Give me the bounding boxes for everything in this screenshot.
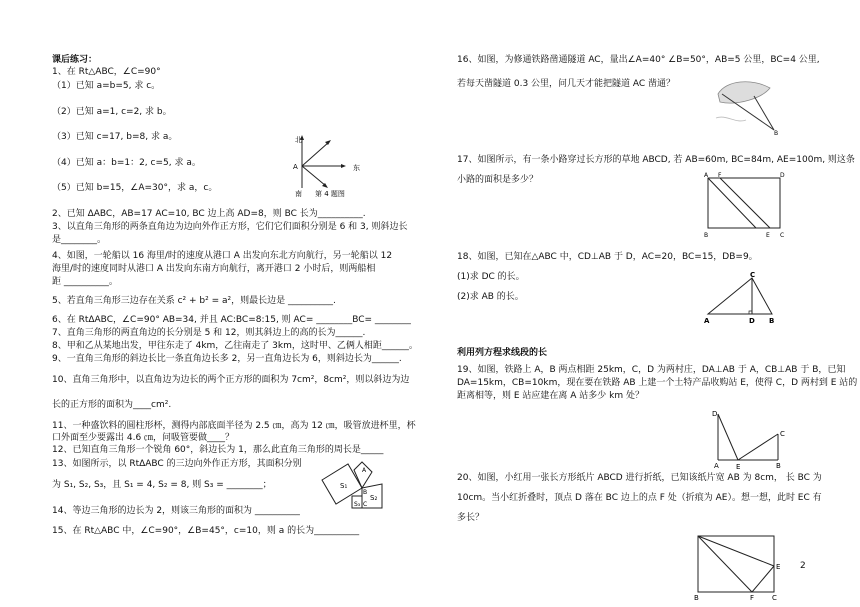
- q20-line-2: 10cm。当小红折叠时，顶点 D 落在 BC 边上的点 F 处（折痕为 AE）。想一想，此时 EC 有: [457, 493, 822, 503]
- q16-line-1: 16、如图，为修通铁路凿通隧道 AC，量出∠A=40° ∠B=50°，AB=5 公里，BC=4 公里,: [457, 55, 820, 65]
- q9-text: 9、一直角三角形的斜边长比一条直角边长多 2，另一直角边长为 6，则斜边长为______.: [52, 354, 402, 364]
- q8-text: 8、甲和乙从某地出发，甲往东走了 4km，乙往南走了 3km，这时甲、乙俩人相距______。: [52, 341, 418, 351]
- exercise-heading: 课后练习：: [52, 55, 98, 65]
- q3-line-1: 3、以直角三角形的两条直角边为边向外作正方形，它们它们面积分别是 6 和 3, 则斜边长: [52, 222, 408, 232]
- rail-b: B: [776, 462, 781, 470]
- folding-figure: [690, 526, 786, 600]
- railway-figure: [710, 406, 790, 470]
- tri-d: D: [749, 317, 755, 325]
- compass-point-a: A: [293, 163, 298, 171]
- q19-line-2: DA=15km，CB=10km，现在要在铁路 AB 上建一个土特产品收购站 E，使得 C，D 两村到 E 站的: [457, 378, 858, 388]
- page-number: 2: [800, 561, 806, 571]
- q17-line-1: 17、如图所示，有一条小路穿过长方形的草地 ABCD, 若 AB=60m, BC=84m, AE=100m, 则这条: [457, 155, 855, 165]
- compass-east: 东: [353, 164, 360, 172]
- tri-a: A: [704, 317, 710, 325]
- figure-caption: 第 4 题图: [315, 190, 345, 198]
- q4-line-3: 距 __________。: [52, 277, 118, 287]
- q17-line-2: 小路的面积是多少？: [457, 175, 539, 185]
- q12-text: 12、已知直角三角形一个锐角 60°，斜边长为 1，那么此直角三角形的周长是_____: [52, 445, 384, 455]
- tunnel-figure: [712, 76, 782, 138]
- q20-line-1: 20、如图，小红用一张长方形纸片 ABCD 进行折纸，已知该纸片宽 AB 为 8cm， 长 BC 为: [457, 473, 822, 483]
- q1-part-5: （5）已知 b=15，∠A=30°，求 a，c。: [52, 183, 218, 193]
- q18-line-1: 18、如图，已知在△ABC 中，CD⊥AB 于 D，AC=20，BC=15，DB=9。: [457, 252, 758, 262]
- q4-line-2: 海里/时的速度同时从港口 A 出发向东南方向航行，离开港口 2 小时后，则两船相: [52, 264, 376, 274]
- compass-south: 南: [295, 190, 302, 198]
- q16-line-2: 若每天凿隧道 0.3 公里，问几天才能把隧道 AC 凿通？: [457, 79, 676, 89]
- fold-c: C: [772, 594, 777, 600]
- compass-north: 北: [295, 136, 302, 144]
- rect-f: F: [718, 172, 722, 179]
- q1-part-2: （2）已知 a=1, c=2, 求 b。: [52, 107, 172, 117]
- square-label-s1: S₁: [340, 482, 348, 490]
- q19-line-1: 19、如图，铁路上 A，B 两点相距 25km，C，D 为两村庄，DA⊥AB 于 A，CB⊥AB 于 B，已知: [457, 365, 846, 375]
- q11-line-2: 口外面至少要露出 4.6 ㎝，问吸管要做____？: [52, 433, 235, 443]
- rail-c: C: [780, 430, 785, 438]
- q20-line-3: 多长？: [457, 513, 485, 523]
- squares-figure: [318, 458, 400, 514]
- q18-line-3: (2)求 AB 的长。: [457, 292, 524, 302]
- triangle-figure: [700, 270, 782, 326]
- q15-text: 15、在 Rt△ABC 中，∠C=90°，∠B=45°，c=10，则 a 的长为__________: [52, 526, 360, 536]
- q4-line-1: 4、如图，一轮船以 16 海里/时的速度从港口 A 出发向东北方向航行，另一轮船以 12: [52, 251, 393, 261]
- q3-line-2: 是________。: [52, 235, 107, 245]
- q1-part-4: （4）已知 a：b=1：2, c=5, 求 a。: [52, 158, 201, 168]
- rail-e: E: [736, 463, 741, 470]
- q10-line-2: 长的正方形的面积为____cm².: [52, 400, 172, 410]
- fold-f: F: [750, 594, 755, 600]
- vertex-b: B: [363, 489, 368, 496]
- q18-line-2: (1)求 DC 的长。: [457, 272, 525, 282]
- q10-line-1: 10、直角三角形中，以直角边为边长的两个正方形的面积为 7cm²，8cm²，则以斜边为边: [52, 375, 410, 385]
- q19-line-3: 距离相等，则 E 站应建在离 A 站多少 km 处？: [457, 391, 644, 401]
- rect-b: B: [704, 232, 709, 239]
- q1-stem: 1、在 Rt△ABC，∠C=90°: [52, 67, 161, 77]
- q6-text: 6、在 RtΔABC，∠C=90° AB=34, 并且 AC:BC=8:15, 则 AC= ________BC= ________: [52, 315, 411, 325]
- rect-d: D: [780, 172, 785, 179]
- rect-e: E: [766, 232, 770, 239]
- q13-line-1: 13、如图所示，以 RtΔABC 的三边向外作正方形，其面积分别: [52, 459, 302, 469]
- q1-part-3: （3）已知 c=17, b=8, 求 a。: [52, 132, 178, 142]
- section-heading: 利用列方程求线段的长: [457, 348, 548, 358]
- fold-e: E: [776, 563, 781, 571]
- q14-text: 14、等边三角形的边长为 2，则该三角形的面积为 __________: [52, 506, 300, 516]
- q11-line-1: 11、一种盛饮料的圆柱形杯，测得内部底面半径为 2.5 ㎝，高为 12 ㎝，吸管放进杯里，杯: [52, 421, 416, 431]
- q7-text: 7、直角三角形的两直角边的长分别是 5 和 12，则其斜边上的高的长为______.: [52, 328, 366, 338]
- q1-part-1: （1）已知 a=b=5, 求 c。: [52, 81, 161, 91]
- tri-b: B: [769, 317, 775, 325]
- square-label-s2: S₂: [370, 494, 378, 502]
- rail-d: D: [712, 410, 718, 418]
- q2-text: 2、已知 ΔABC，AB=17 AC=10, BC 边上高 AD=8，则 BC 长为__________.: [52, 209, 366, 219]
- tri-c: C: [750, 271, 756, 279]
- q13-line-2: 为 S₁, S₂, S₃，且 S₁ = 4, S₂ = 8, 则 S₃ = ________；: [52, 480, 272, 490]
- square-label-s3: S₃: [354, 501, 361, 508]
- tunnel-b: B: [774, 130, 779, 137]
- vertex-a: A: [362, 467, 367, 474]
- vertex-c: C: [363, 501, 368, 508]
- path-rectangle-figure: [700, 172, 790, 240]
- q5-text: 5、若直角三角形三边存在关系 c² + b² = a²，则最长边是 __________.: [52, 296, 336, 306]
- fold-b: B: [694, 594, 699, 600]
- rect-a: A: [704, 172, 709, 179]
- compass-figure: [285, 130, 365, 200]
- rail-a: A: [714, 462, 719, 470]
- rect-c: C: [780, 232, 785, 239]
